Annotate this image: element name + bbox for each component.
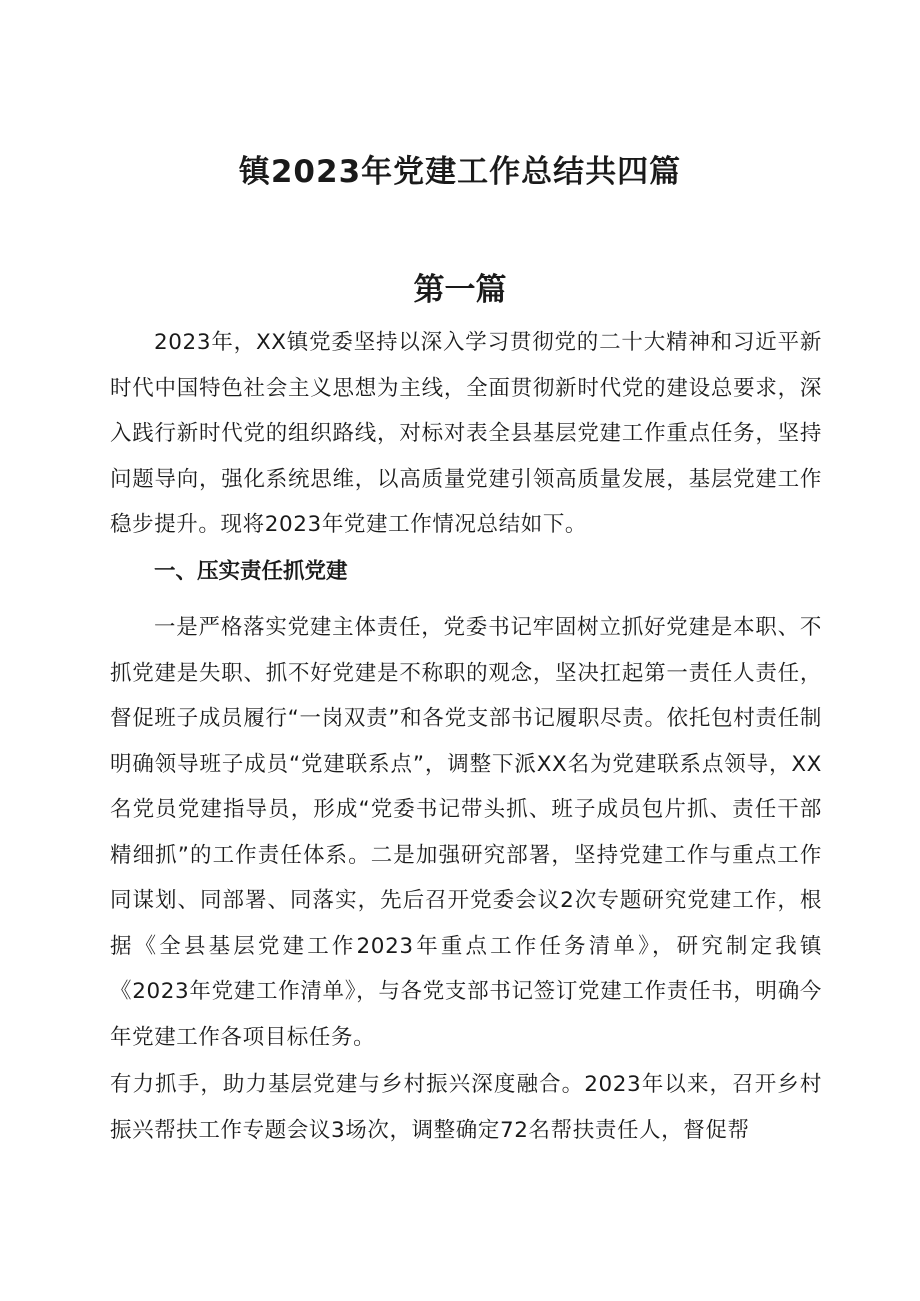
section-title: 第一篇: [413, 272, 507, 308]
intro-paragraph: 2023年，XX镇党委坚持以深入学习贯彻党的二十大精神和习近平新时代中国特色社会主义思想为主线，全面贯彻新时代党的建设总要求，深入践行新时代党的组织路线，对标对表全县基层党建工作重点任务，坚持问题导向，强化系统思维，以高质量党建引领高质量发展，基层党建工作稳步提升。现将2023年党建工作情况总结如下。: [110, 330, 822, 537]
document-title: 镇2023年党建工作总结共四篇: [238, 154, 682, 190]
section-1-paragraph: 一是严格落实党建主体责任，党委书记牢固树立抓好党建是本职、不抓党建是失职、抓不好党建是不称职的观念，坚决扛起第一责任人责任，督促班子成员履行“一岗双责”和各党支部书记履职尽责。依托包村责任制明确领导班子成员“党建联系点”，调整下派XX名为党建联系点领导，XX名党员党建指导员，形成“党委书记带头抓、班子成员包片抓、责任干部精细抓”的工作责任体系。二是加强研究部署，坚持党建工作与重点工作同谋划、同部署、同落实，先后召开党委会议2次专题研究党建工作，根据《全县基层党建工作2023年重点工作任务清单》，研究制定我镇《2023年党建工作清单》，与各党支部书记签订党建工作责任书，明确今年党建工作各项目标任务。: [110, 615, 822, 1050]
section-heading-1: 一、压实责任抓党建: [154, 559, 348, 584]
continuation-paragraph: 有力抓手，助力基层党建与乡村振兴深度融合。2023年以来，召开乡村振兴帮扶工作专题会议3场次，调整确定72名帮扶责任人，督促帮: [110, 1072, 822, 1143]
